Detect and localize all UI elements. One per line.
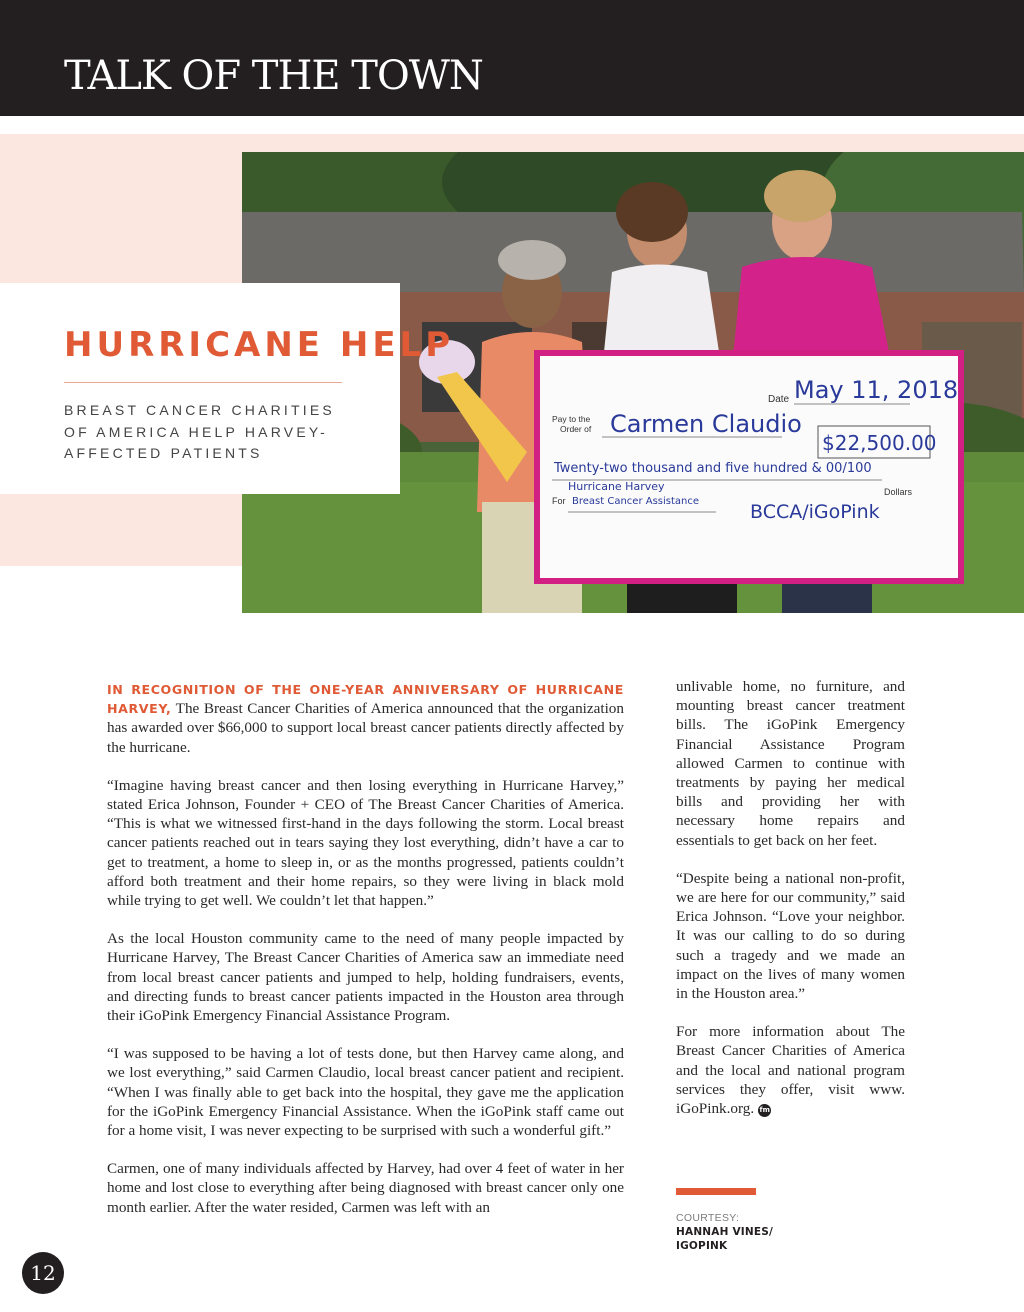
check-amount: $22,500.00 xyxy=(822,431,937,455)
credit-label: COURTESY: xyxy=(676,1212,740,1224)
check-signature: BCCA/iGoPink xyxy=(750,501,880,523)
title-divider xyxy=(64,382,342,383)
article-paragraph-7: “Despite being a national non-profit, we are here for our community,” said Erica Johnson. “Love your neighbor. It was our calling to do so during such a tragedy and we made an impact on the lives of many women in the Houston area.” xyxy=(676,869,905,1003)
check-for-label: For xyxy=(552,496,566,506)
article-paragraph-1-text: The Breast Cancer Charities of America announced that the organization has awarded over $66,000 to support local breast cancer patients directly affected by the hurricane. xyxy=(107,700,624,756)
page-number: 12 xyxy=(22,1252,64,1294)
article-paragraph-2: “Imagine having breast cancer and then losing everything in Hurricane Harvey,” stated Erica Johnson, Founder + CEO of The Breast Cancer Charities of America. “This is what we witnessed first-hand in the days following the storm. Local breast cancer patients reached out in tears saying they lost everything, didn’t have a car to get to treatment, a home to sleep in, or as the months progressed, patients couldn’t afford both treatment and their home repairs, so they were living in black mold while trying to get well. We couldn’t let that happen.” xyxy=(107,776,624,910)
end-mark-icon: fm xyxy=(758,1104,771,1117)
check-date: May 11, 2018 xyxy=(794,376,959,404)
feature-headline: HURRICANE HELP xyxy=(64,325,455,365)
article-paragraph-3: As the local Houston community came to the need of many people impacted by Hurricane Harvey, The Breast Cancer Charities of America saw an immediate need from local breast cancer patients and jumped to help, holding fundraisers, events, and directing funds to breast cancer patients impacted in the Houston area through their iGoPink Emergency Financial Assistance Program. xyxy=(107,930,624,1025)
article-paragraph-1 xyxy=(107,680,624,757)
check-payee: Carmen Claudio xyxy=(610,410,802,438)
check-amount-words: Twenty-two thousand and five hundred & 00/100 xyxy=(554,461,872,476)
article-column-right xyxy=(676,677,905,1137)
article-paragraph-4: “I was supposed to be having a lot of tests done, but then Harvey came along, and we lost everything,” said Carmen Claudio, local breast cancer patient and recipient. “When I was finally able to get back into the hospital, they gave me the application for the iGoPink Emergency Financial Assistance. When the iGoPink staff came out for a home visit, I was never expecting to be surprised with such a wonderful gift.” xyxy=(107,1045,624,1140)
check-pay-label-2: Order of xyxy=(560,424,592,434)
article-column-left xyxy=(107,680,624,1236)
article-paragraph-5: Carmen, one of many individuals affected by Harvey, had over 4 feet of water in her home and lost close to everything after being diagnosed with breast cancer only one month earlier. After the water resided, Carmen was left with an xyxy=(107,1160,624,1216)
check-pay-label-1: Pay to the xyxy=(552,414,591,424)
article-lead-in: IN RECOGNITION OF THE ONE-YEAR ANNIVERSARY OF HURRICANE HARVEY, xyxy=(107,682,624,717)
check-memo-2: Breast Cancer Assistance xyxy=(572,496,700,507)
article-paragraph-8 xyxy=(676,1022,905,1118)
check-dollars-label: Dollars xyxy=(884,487,913,497)
feature-subhead: BREAST CANCER CHARITIES OF AMERICA HELP HARVEY-AFFECTED PATIENTS xyxy=(64,402,335,461)
article-paragraph-6: unlivable home, no furniture, and mounting breast cancer treatment bills. The iGoPink Emergency Financial Assistance Program allowed Carmen to continue with treatments by paying her medical bills and providing her with necessary home repairs and essentials to get back on her feet. xyxy=(676,678,905,849)
check-memo-1: Hurricane Harvey xyxy=(568,480,665,493)
check-date-label: Date xyxy=(768,394,790,405)
credit-name: HANNAH VINES/ IGOPINK xyxy=(676,1226,774,1252)
article-paragraph-8-text: For more information about The Breast Cancer Charities of America and the local and national program services they offer, visit www. iGoPink.org. xyxy=(676,1023,905,1118)
credit-accent-bar xyxy=(676,1188,756,1195)
section-title: TALK OF THE TOWN xyxy=(64,53,483,99)
